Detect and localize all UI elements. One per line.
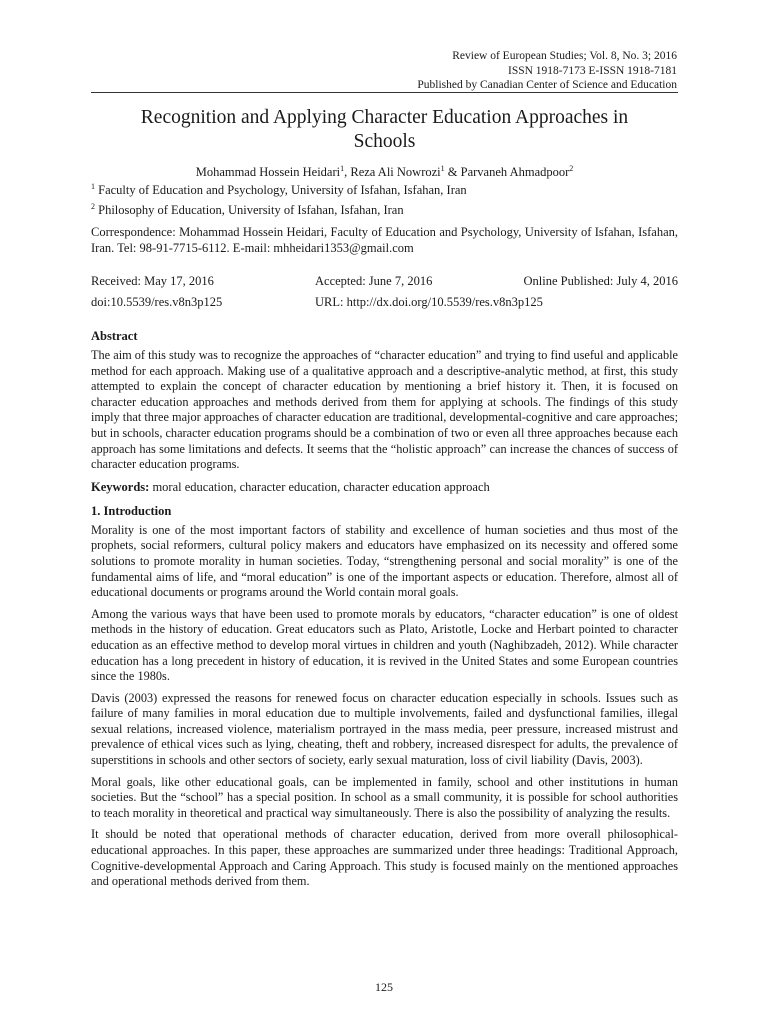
- article-url[interactable]: URL: http://dx.doi.org/10.5539/res.v8n3p125: [315, 295, 543, 309]
- affiliation-number: 1: [91, 181, 95, 191]
- affiliation-text: Faculty of Education and Psychology, University of Isfahan, Isfahan, Iran: [98, 183, 467, 197]
- article-body: [91, 106, 678, 896]
- author-affiliation-mark: 2: [569, 163, 574, 173]
- accepted-date: Accepted: June 7, 2016: [315, 274, 433, 288]
- paragraph: Among the various ways that have been used to promote morals by educators, “character education” is one of oldest methods in the history of education. Great educators such as Plato, Aristotle, Locke and Herbart pointed to character education as an effective method to develop moral virtues in children and youth (Naghibzadeh, 2012). While character education has a long precedent in history of education, it is revived in the United States and some European countries since the 1980s.: [91, 606, 678, 684]
- author-separator: &: [444, 165, 461, 179]
- doi-row: [91, 294, 678, 310]
- keywords: [91, 479, 678, 495]
- correspondence: Correspondence: Mohammad Hossein Heidari, Faculty of Education and Psychology, University of Isfahan, Isfahan, Iran. Tel: 98-91-7715-6112. E-mail: mhheidari1353@gmail.com: [91, 225, 678, 255]
- online-published-date: Online Published: July 4, 2016: [523, 274, 678, 288]
- paragraph: Davis (2003) expressed the reasons for renewed focus on character education especially in schools. Issues such as failure of many families in moral education due to multiple involvements, failed and dysfunctional families, illegal sexual relations, increased violence, materialism portrayed in the mass media, peer pressure, increased mistrust and prevalence of ethical vices such as lying, cheating, theft and robbery, increased disrespect for adults, the prevalence of superstitions in schools and other sectors of society, early sexual maturation, loss of civil liability (Davis, 2003).: [91, 690, 678, 768]
- affiliation: [91, 182, 678, 198]
- author-affiliation-mark: 1: [440, 163, 445, 173]
- author-separator: ,: [344, 165, 351, 179]
- affiliation-number: 2: [91, 201, 95, 211]
- introduction-heading: 1. Introduction: [91, 503, 172, 518]
- paragraph: Morality is one of the most important factors of stability and excellence of human societies and thus most of the prophets, social reformers, cultural policy makers and educators have emphasized on its necessity and offered some solutions to promote morality in human societies. Today, “strengthening personal and social morality” is one of the fundamental aims of life, and “moral education” is one of the important aspects or education. Therefore, almost all of educational documents or programs around the World contain moral goals.: [91, 522, 678, 600]
- publisher-line: Published by Canadian Center of Science and Education: [417, 79, 677, 91]
- keywords-text: moral education, character education, character education approach: [149, 479, 490, 494]
- author-name: Mohammad Hossein Heidari: [195, 165, 341, 179]
- page-number: 125: [375, 980, 393, 994]
- affiliation-text: Philosophy of Education, University of Isfahan, Isfahan, Iran: [98, 203, 404, 217]
- keywords-label: Keywords:: [91, 479, 150, 494]
- author-name: Reza Ali Nowrozi: [350, 165, 441, 179]
- running-header: [417, 49, 677, 93]
- affiliation: [91, 202, 678, 218]
- dates-row: [91, 273, 678, 289]
- paragraph: It should be noted that operational methods of character education, derived from more overall philosophical-educational approaches. In this paper, these approaches are summarized under three headings: Traditional Approach, Cognitive-developmental Approach and Caring Approach. This study is focused mainly on the mentioned approaches and operational methods derived from them.: [91, 827, 678, 889]
- abstract-heading: Abstract: [91, 329, 138, 343]
- header-rule: [91, 92, 678, 93]
- affiliations: [91, 182, 678, 218]
- author-list: [91, 164, 678, 180]
- doi: doi:10.5539/res.v8n3p125: [91, 295, 223, 309]
- abstract-text: The aim of this study was to recognize the approaches of “character education” and trying to find useful and applicable method for each approach. Making use of a qualitative approach and a descriptive-analytic method, at first, this study attempted to explain the concept of character education by mentioning a brief history it. Then, it is focused on character education approaches and methods derived from them for applying at schools. The findings of this study imply that three major approaches of character education are traditional, developmental-cognitive and care approaches; but in schools, character education programs should be a combination of two or even all three approaches because each approach has some limitations and defects. It seems that the “holistic approach” can increase the chances of success of character education programs.: [91, 348, 678, 472]
- paragraph: Moral goals, like other educational goals, can be implemented in family, school and other institutions in human societies. But the “school” has a special position. In school as a small community, it is possible for school authorities to teach morality in theoretical and practical way simultaneously. There is also the possibility of analyzing the results.: [91, 774, 678, 820]
- journal-line: Review of European Studies; Vol. 8, No. 3; 2016: [452, 50, 677, 62]
- publication-dates: [91, 273, 678, 310]
- issn-line: ISSN 1918-7173 E-ISSN 1918-7181: [508, 64, 677, 77]
- received-date: Received: May 17, 2016: [91, 274, 214, 288]
- article-title: Recognition and Applying Character Education Approaches in Schools: [140, 107, 629, 152]
- author-name: Parvaneh Ahmadpoor: [460, 165, 570, 179]
- author-affiliation-mark: 1: [340, 163, 345, 173]
